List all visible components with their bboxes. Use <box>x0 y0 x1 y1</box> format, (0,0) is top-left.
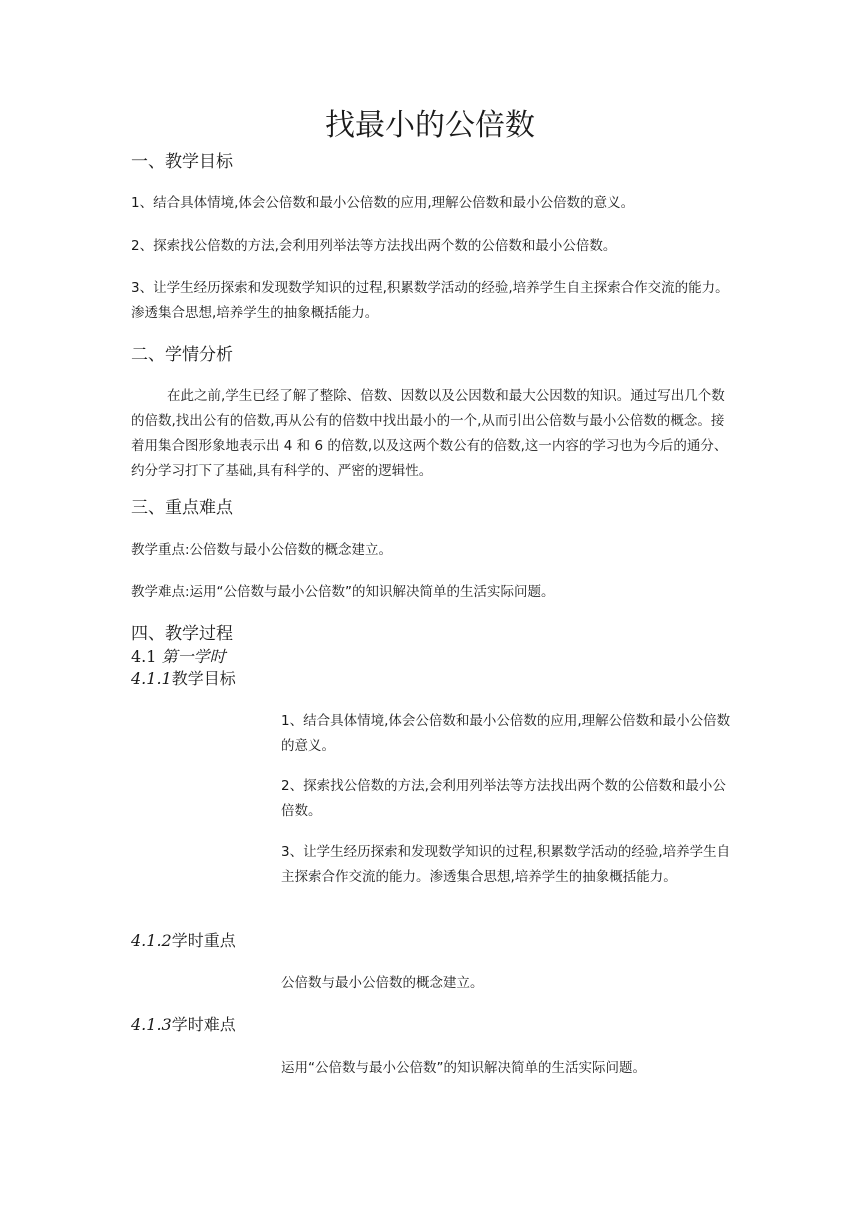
lesson-heading <box>131 646 226 668</box>
student-analysis-paragraph: 在此之前,学生已经了解了整除、倍数、因数以及公因数和最大公因数的知识。通过写出几个数的倍数,找出公有的倍数,再从公有的倍数中找出最小的一个,从而引出公倍数与最小公倍数的概念。接着用集合图形象地表示出 4 和 6 的倍数,以及这两个数公有的倍数,这一内容的学习也为今后的通分、约分学习打下了基础,具有科学的、严密的逻辑性。 <box>131 388 728 479</box>
goal-item-2: 2、探索找公倍数的方法,会利用列举法等方法找出两个数的公倍数和最小公倍数。 <box>131 238 617 254</box>
document-title: 找最小的公倍数 <box>325 108 535 143</box>
lesson-goal-item-2: 2、探索找公倍数的方法,会利用列举法等方法找出两个数的公倍数和最小公倍数。 <box>281 778 726 819</box>
section-heading-teaching-process: 四、教学过程 <box>131 624 233 644</box>
lesson-label: 第一学时 <box>161 647 226 666</box>
lesson-focus-text: 公倍数与最小公倍数的概念建立。 <box>281 975 484 991</box>
section-heading-student-analysis: 二、学情分析 <box>131 345 233 365</box>
teaching-focus: 教学重点:公倍数与最小公倍数的概念建立。 <box>131 542 393 558</box>
lesson-difficulty-label: 学时难点 <box>171 1015 236 1034</box>
lesson-focus-label: 学时重点 <box>171 931 236 950</box>
lesson-difficulty-text: 运用“公倍数与最小公倍数”的知识解决简单的生活实际问题。 <box>281 1060 646 1076</box>
lesson-focus-number: 4.1.2 <box>131 931 172 950</box>
lesson-number: 4.1 <box>131 647 157 666</box>
lesson-difficulty-number: 4.1.3 <box>131 1015 172 1034</box>
lesson-goals-label: 教学目标 <box>171 669 236 688</box>
lesson-goal-item-1: 1、结合具体情境,体会公倍数和最小公倍数的应用,理解公倍数和最小公倍数的意义。 <box>281 713 731 754</box>
lesson-focus-heading <box>131 930 236 952</box>
lesson-goals-number: 4.1.1 <box>131 669 172 688</box>
goal-item-1: 1、结合具体情境,体会公倍数和最小公倍数的应用,理解公倍数和最小公倍数的意义。 <box>131 195 635 211</box>
goal-item-3: 3、让学生经历探索和发现数学知识的过程,积累数学活动的经验,培养学生自主探索合作交流的能力。渗透集合思想,培养学生的抽象概括能力。 <box>131 280 729 321</box>
lesson-goals-heading <box>131 668 236 690</box>
section-heading-key-points: 三、重点难点 <box>131 498 233 518</box>
section-heading-teaching-goals: 一、教学目标 <box>131 152 233 172</box>
lesson-goal-item-3: 3、让学生经历探索和发现数学知识的过程,积累数学活动的经验,培养学生自主探索合作交流的能力。渗透集合思想,培养学生的抽象概括能力。 <box>281 844 731 885</box>
lesson-difficulty-heading <box>131 1014 236 1036</box>
teaching-difficulty: 教学难点:运用“公倍数与最小公倍数”的知识解决简单的生活实际问题。 <box>131 584 555 600</box>
